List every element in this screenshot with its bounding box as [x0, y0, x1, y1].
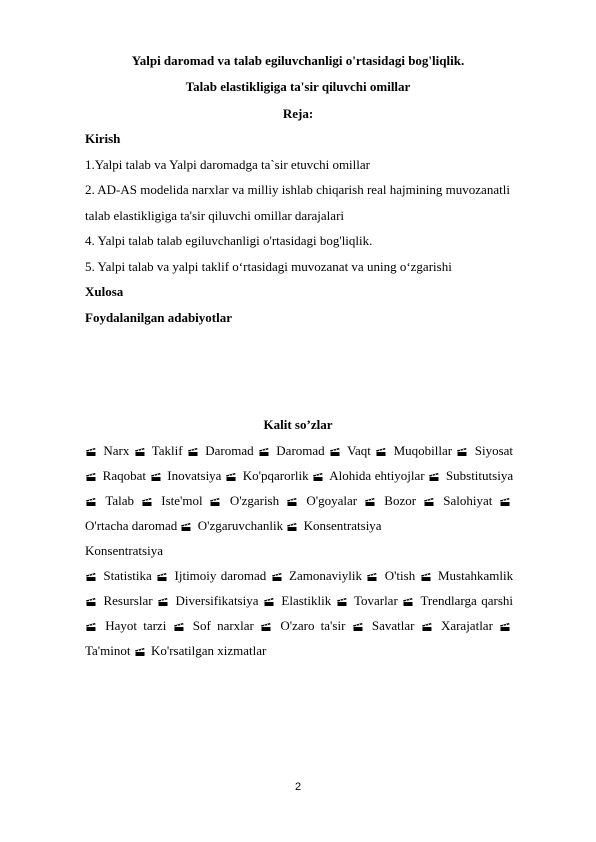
outline-item: 5. Yalpi talab va yalpi taklif o‘rtasidagi muvozanat va uning o‘zgarishi [85, 258, 452, 274]
clapperboard-icon [330, 448, 340, 456]
clapperboard-icon [272, 573, 282, 581]
clapperboard-icon [264, 598, 274, 606]
keyword: Savatlar [371, 618, 415, 633]
clapperboard-icon [421, 573, 431, 581]
keyword: O'zgarish [229, 493, 280, 508]
keyword: Tovarlar [353, 593, 398, 608]
clapperboard-icon [174, 623, 184, 631]
keywords-list [85, 438, 513, 663]
keyword: Taklif [151, 443, 183, 458]
clapperboard-icon [86, 498, 96, 506]
clapperboard-icon [135, 448, 145, 456]
outline-item: 1.Yalpi talab va Yalpi daromadga ta`sir etuvchi omillar [85, 156, 370, 172]
outline-item: Foydalanilgan adabiyotlar [85, 309, 232, 325]
keyword: Ko'rsatilgan xizmatlar [150, 643, 267, 658]
clapperboard-icon [457, 448, 467, 456]
clapperboard-icon [259, 448, 269, 456]
clapperboard-icon [376, 448, 386, 456]
clapperboard-icon [188, 448, 198, 456]
clapperboard-icon [429, 473, 439, 481]
clapperboard-icon [365, 498, 375, 506]
keyword: Daromad [205, 443, 254, 458]
keyword: Alohida ehtiyojlar [329, 468, 425, 483]
keyword: Substitutsiya [445, 468, 514, 483]
keyword: Inovatsiya [167, 468, 222, 483]
keyword: Trendlarga qarshi [420, 593, 514, 608]
clapperboard-icon [86, 598, 96, 606]
keyword-group [85, 438, 513, 563]
keyword: Salohiyat [443, 493, 493, 508]
clapperboard-icon [287, 523, 297, 531]
keyword: Daromad [276, 443, 325, 458]
keyword: Hayot tarzi [105, 618, 167, 633]
keyword: Raqobat [102, 468, 146, 483]
keyword: Iste'mol [161, 493, 203, 508]
keyword: O'tish [384, 568, 416, 583]
keyword: Ko'pqarorlik [242, 468, 309, 483]
clapperboard-icon [86, 448, 96, 456]
keyword: Konsentratsiya [303, 518, 382, 533]
keyword: Diversifikatsiya [175, 593, 259, 608]
keyword: O'zaro ta'sir [280, 618, 346, 633]
keyword: O'rtacha daromad [85, 518, 178, 533]
keyword: Elastiklik [281, 593, 332, 608]
outline-item: talab elastikligiga ta'sir qiluvchi omillar darajalari [85, 207, 345, 223]
keyword: Vaqt [347, 443, 371, 458]
keyword: Narx [103, 443, 130, 458]
keyword: Siyosat [474, 443, 514, 458]
keyword: Ijtimoiy daromad [174, 568, 267, 583]
keyword: Xarajatlar [440, 618, 493, 633]
outline-item: 4. Yalpi talab talab egiluvchanligi o'rtasidagi bog'liqlik. [85, 233, 373, 248]
keyword: Ta'minot [85, 643, 131, 658]
clapperboard-icon [424, 498, 434, 506]
clapperboard-icon [367, 573, 377, 581]
clapperboard-icon [337, 598, 347, 606]
keyword-group [85, 563, 513, 663]
clapperboard-icon [157, 573, 167, 581]
keyword: O'goyalar [306, 493, 358, 508]
clapperboard-icon [313, 473, 323, 481]
clapperboard-icon [158, 598, 168, 606]
document-title: Yalpi daromad va talab egiluvchanligi o'rtasidagi bog'liqlik. [131, 53, 465, 68]
keyword: Muqobillar [393, 443, 453, 458]
outline-item: Kirish [85, 131, 121, 146]
clapperboard-icon [86, 573, 96, 581]
clapperboard-icon [500, 623, 510, 631]
clapperboard-icon [261, 623, 271, 631]
keyword: Mustahkamlik [437, 568, 514, 583]
plan-heading: Reja: [282, 106, 314, 121]
keyword: Sof narxlar [192, 618, 254, 633]
clapperboard-icon [226, 473, 236, 481]
clapperboard-icon [86, 473, 96, 481]
clapperboard-icon [86, 623, 96, 631]
keyword: Bozor [384, 493, 417, 508]
clapperboard-icon [287, 498, 297, 506]
clapperboard-icon [151, 473, 161, 481]
page-number: 2 [294, 781, 302, 793]
clapperboard-icon [181, 523, 191, 531]
keyword: Konsentratsiya [85, 543, 163, 558]
clapperboard-icon [500, 498, 510, 506]
keyword: Statistika [103, 568, 152, 583]
clapperboard-icon [142, 498, 152, 506]
keyword: Resurslar [103, 593, 153, 608]
clapperboard-icon [403, 598, 413, 606]
clapperboard-icon [353, 623, 363, 631]
document-subtitle: Talab elastikligiga ta'sir qiluvchi omillar [185, 79, 411, 94]
keyword: O'zgaruvchanlik [197, 518, 284, 533]
clapperboard-icon [210, 498, 220, 506]
keyword: Zamonaviylik [289, 568, 362, 583]
keyword: Talab [105, 493, 135, 508]
plan-outline [85, 126, 525, 330]
clapperboard-icon [135, 648, 145, 656]
clapperboard-icon [422, 623, 432, 631]
keywords-heading: Kalit so’zlar [263, 417, 333, 432]
outline-item: Xulosa [85, 284, 124, 299]
outline-item: 2. AD-AS modelida narxlar va milliy ishlab chiqarish real hajmining muvozanatli [85, 182, 510, 197]
